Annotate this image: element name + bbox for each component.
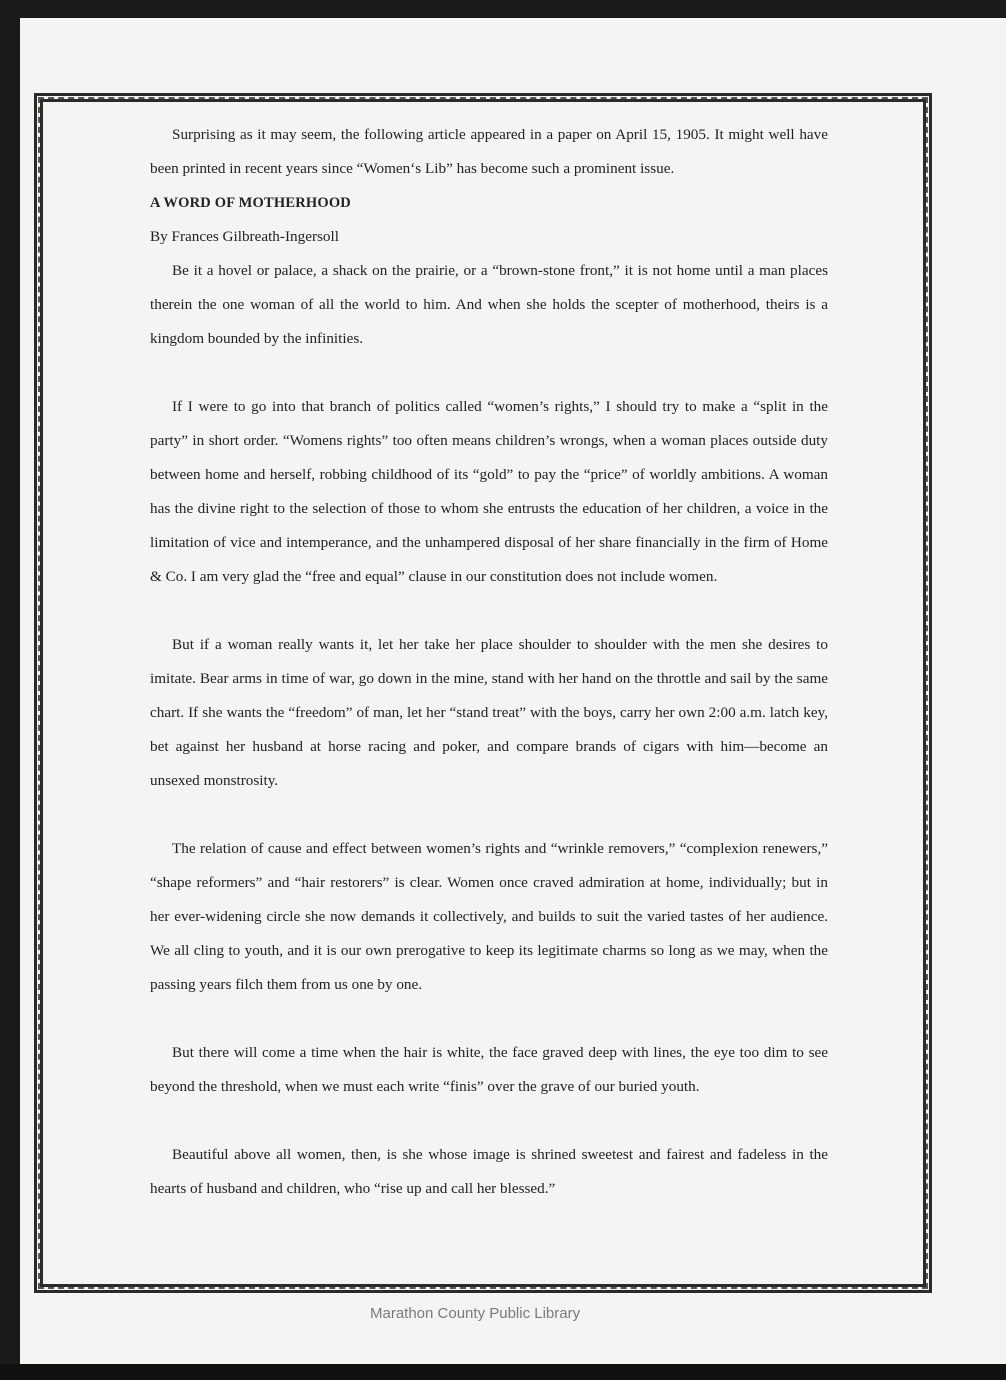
paragraph-5: But there will come a time when the hair is white, the face graved deep with lines, the eye too dim to see beyond the threshold, when we must each write “finis” over the grave of our buried youth. bbox=[150, 1044, 828, 1095]
paragraph-2: If I were to go into that branch of politics called “women’s rights,” I should try to make a “split in the party” in short order. “Womens rights” too often means children’s wrongs, when a woman places outside duty between home and herself, robbing childhood of its “gold” to pay the “price” of worldly ambitions. A woman has the divine right to the selection of those to whom she entrusts the education of her children, a voice in the limitation of vice and intemperance, and the unhampered disposal of her share financially in the firm of Home & Co. I am very glad the “free and equal” clause in our constitution does not include women. bbox=[150, 398, 828, 585]
library-footer: Marathon County Public Library bbox=[370, 1305, 581, 1322]
paragraph-4: The relation of cause and effect between women’s rights and “wrinkle removers,” “complexion renewers,” “shape reformers” and “hair restorers” is clear. Women once craved admiration at home, individually; but in her ever-widening circle she now demands it collectively, and builds to suit the varied tastes of her audience. We all cling to youth, and it is our own prerogative to keep its legitimate charms so long as we may, when the passing years filch them from us one by one. bbox=[150, 840, 828, 993]
paragraph-3: But if a woman really wants it, let her take her place shoulder to shoulder with the men she desires to imitate. Bear arms in time of war, go down in the mine, stand with her hand on the throttle and sail by the same chart. If she wants the “freedom” of man, let her “stand treat” with the boys, carry her own 2:00 a.m. latch key, bet against her husband at horse racing and poker, and compare brands of cigars with him—become an unsexed monstrosity. bbox=[150, 636, 828, 789]
intro-paragraph: Surprising as it may seem, the following article appeared in a paper on April 15, 1905. It might well have been printed in recent years since “Women‘s Lib” has become such a prominent issue. bbox=[150, 126, 828, 177]
article-title: A WORD OF MOTHERHOOD bbox=[150, 195, 351, 211]
scan-edge bbox=[0, 1364, 1006, 1380]
paragraph-1: Be it a hovel or palace, a shack on the prairie, or a “brown-stone front,” it is not home until a man places therein the one woman of all the world to him. And when she holds the scepter of motherhood, theirs is a kingdom bounded by the infinities. bbox=[150, 262, 828, 347]
article-body bbox=[150, 118, 828, 1206]
article-byline: By Frances Gilbreath-Ingersoll bbox=[150, 228, 339, 245]
paragraph-6: Beautiful above all women, then, is she whose image is shrined sweetest and fairest and fadeless in the hearts of husband and children, who “rise up and call her blessed.” bbox=[150, 1146, 828, 1197]
